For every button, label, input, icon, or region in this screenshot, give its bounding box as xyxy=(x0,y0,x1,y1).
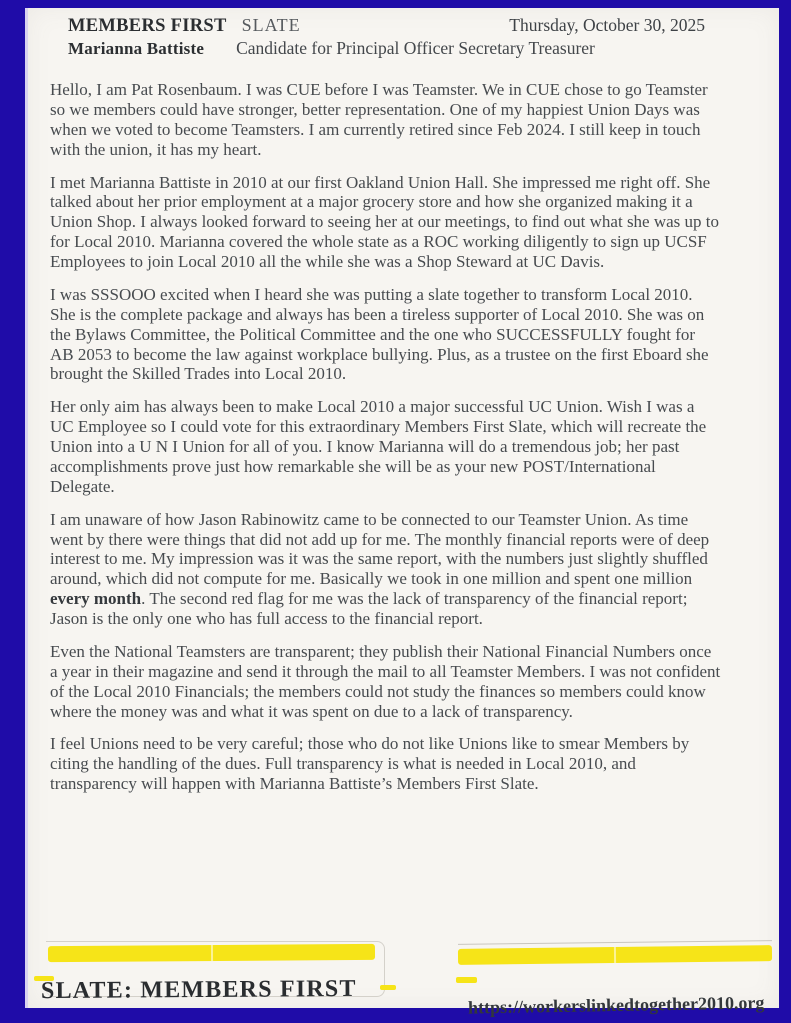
letter-paragraph xyxy=(50,80,721,160)
highlight-bar-left xyxy=(48,944,375,962)
letter-header xyxy=(28,8,779,59)
letter-date: Thursday, October 30, 2025 xyxy=(509,15,705,35)
letter-paragraph xyxy=(50,285,721,384)
paragraph-text: Hello, I am Pat Rosenbaum. I was CUE before I was Teamster. We in CUE chose to go Teamster so we members could have stronger, better representation. One of my happiest Union Days was when we voted to become Teamsters. I am currently retired since Feb 2024. I still keep in touch with the union, it has my heart. xyxy=(50,80,708,159)
letter-paragraph xyxy=(50,734,721,794)
header-row-2 xyxy=(68,38,755,59)
paragraph-text: I met Marianna Battiste in 2010 at our first Oakland Union Hall. She impressed me right off. She talked about her prior employment at a major grocery store and how she organized making it a Union Shop. I always looked forward to seeing her at our meetings, to find out what she was up to for Local 2010. Marianna covered the whole state as a ROC working diligently to sign up UCSF Employees to join Local 2010 all the while she was a Shop Steward at UC Davis. xyxy=(50,172,720,271)
slate-name: MEMBERS FIRST xyxy=(68,16,227,36)
header-row-1 xyxy=(68,15,755,37)
candidate-name: Marianna Battiste xyxy=(68,39,205,58)
highlighter-stroke xyxy=(616,945,772,963)
letter-body xyxy=(28,59,779,794)
highlighter-stroke xyxy=(212,944,375,961)
highlight-dash xyxy=(456,977,477,983)
paragraph-text: I feel Unions need to be very careful; those who do not like Unions like to smear Members by citing the handling of the dues. Full transparency is what is needed in Local 2010, and transparency will happen with Marianna Battiste’s Members First Slate. xyxy=(50,734,690,794)
letter-paragraph xyxy=(50,397,721,496)
highlighter-stroke xyxy=(48,945,213,962)
paragraph-text: . The second red flag for me was the lack of transparency of the financial report; Jason is the only one who has full access to the financial report. xyxy=(50,589,688,628)
highlighter-stroke xyxy=(458,947,616,965)
paragraph-text: I am unaware of how Jason Rabinowitz came to be connected to our Teamster Union. As time went by there were things that did not add up for me. The monthly financial reports were of deep interest to me. My impression was it was the same report, with the numbers just slightly shuffled around, which did not compute for me. Basically we took in one million and spent one million xyxy=(50,509,710,589)
highlight-bar-right xyxy=(458,945,772,965)
campaign-url-link[interactable]: https://workerslinkedtogether2010.org xyxy=(467,992,765,1018)
paragraph-text: Her only aim has always been to make Local 2010 a major successful UC Union. Wish I was a UC Employee so I could vote for this extraordinary Members First Slate, which will recreate the Union into a U N I Union for all of you. I know Marianna will do a tremendous job; her past accomplishments prove just how remarkable she will be as your new POST/International Delegate. xyxy=(50,397,707,496)
footer-slate-label: SLATE: MEMBERS FIRST xyxy=(40,975,357,1005)
paragraph-text: Even the National Teamsters are transparent; they publish their National Financial Numbers once a year in their magazine and send it through the mail to all Teamster Members. I was not confident of the Local 2010 Financials; the members could not study the finances so members could know where the money was and what it was spent on due to a lack of transparency. xyxy=(50,641,721,721)
scan-line-artifact xyxy=(458,940,772,945)
letter-paragraph xyxy=(50,642,721,722)
letter-paragraph xyxy=(50,173,721,272)
letter-paragraph xyxy=(50,510,721,629)
candidate-title: Candidate for Principal Officer Secretary Treasurer xyxy=(236,38,595,58)
highlight-dash xyxy=(380,985,396,990)
slate-word: SLATE xyxy=(241,15,301,35)
emphasized-text: every month xyxy=(50,589,142,609)
paragraph-text: I was SSSOOO excited when I heard she was putting a slate together to transform Local 2010. She is the complete package and always has been a tireless supporter of Local 2010. She was on the Bylaws Committee, the Political Committee and the one who SUCCESSFULLY fought for AB 2053 to become the law against workplace bullying. Plus, as a trustee on the first Eboard she brought the Skilled Trades into Local 2010. xyxy=(50,284,709,384)
scanned-letter-page xyxy=(25,8,779,1018)
